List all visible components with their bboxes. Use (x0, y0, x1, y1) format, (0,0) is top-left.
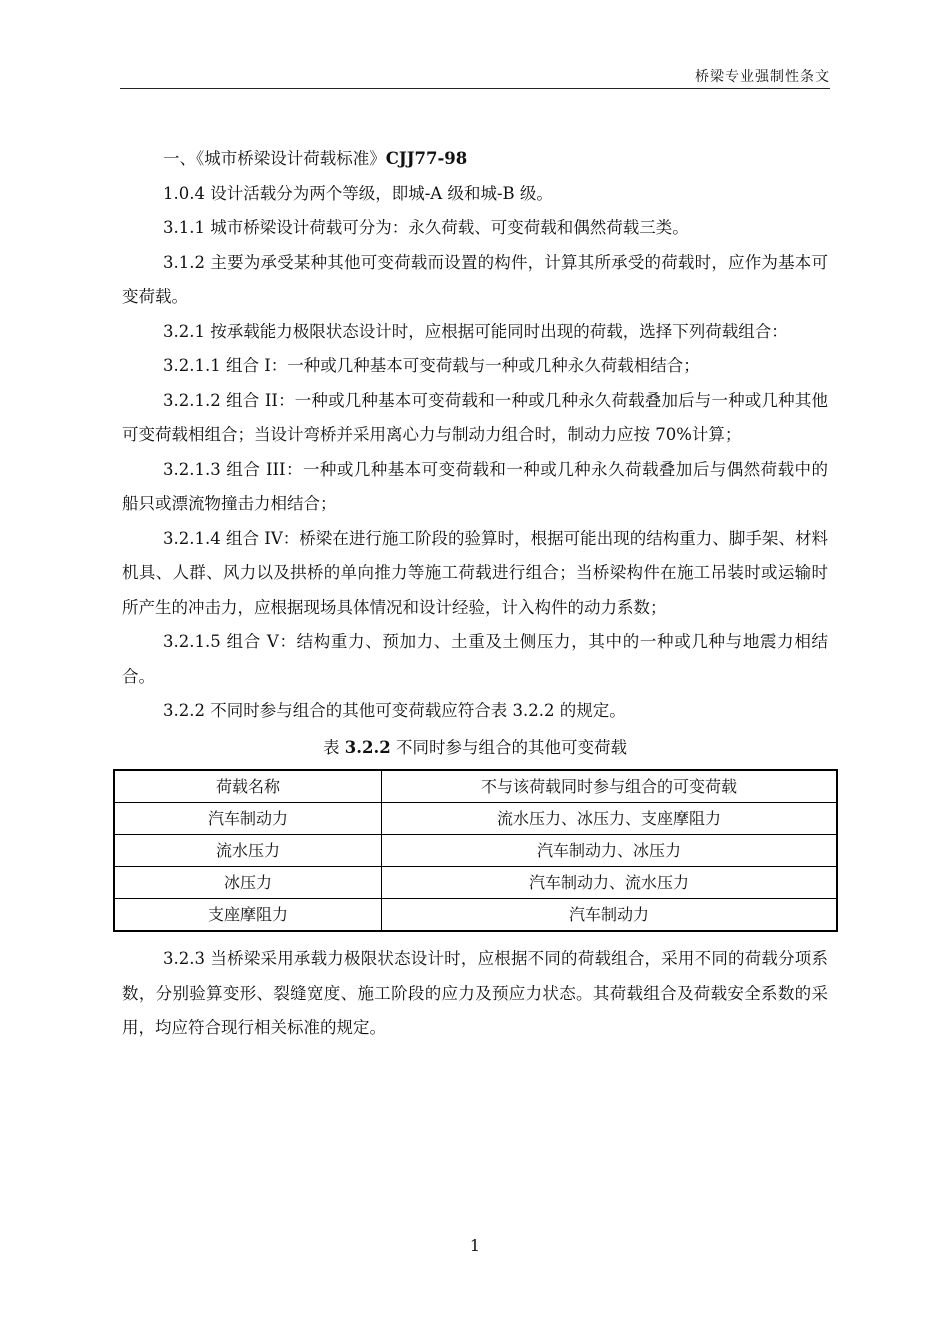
page-header (120, 60, 830, 89)
clause-3-2-1-4: 3.2.1.4 组合 IV：桥梁在进行施工阶段的验算时，根据可能出现的结构重力、脚手架、材料机具、人群、风力以及拱桥的单向推力等施工荷载进行组合；当桥梁构件在施工吊装时或运输时所产生的冲击力，应根据现场具体情况和设计经验，计入构件的动力系数； (122, 528, 828, 617)
table-caption-text: 不同时参与组合的其他可变荷载 (390, 737, 627, 757)
clause-3-2-1-2: 3.2.1.2 组合 II：一种或几种基本可变荷载和一种或几种永久荷载叠加后与一种或几种其他可变荷载相组合；当设计弯桥并采用离心力与制动力组合时，制动力应按 70%计算； (122, 390, 828, 444)
clause-3-2-3: 3.2.3 当桥梁采用承载力极限状态设计时，应根据不同的荷载组合，采用不同的荷载分项系数，分别验算变形、裂缝宽度、施工阶段的应力及预应力状态。其荷载组合及荷载安全系数的采用，均应符合现行相关标准的规定。 (122, 949, 828, 1037)
clause-3-2-1-5: 3.2.1.5 组合 V：结构重力、预加力、土重及土侧压力，其中的一种或几种与地震力相结合。 (122, 632, 828, 686)
table-caption (122, 731, 828, 766)
table-caption-number: 3.2.2 (344, 737, 391, 757)
clause-3-2-1: 3.2.1 按承载能力极限状态设计时，应根据可能同时出现的荷载，选择下列荷载组合： (163, 321, 788, 341)
table-cell: 支座摩阻力 (114, 899, 382, 932)
table-cell: 流水压力、冰压力、支座摩阻力 (382, 803, 838, 835)
table-row (114, 899, 837, 932)
table-row (114, 803, 837, 835)
table-cell: 流水压力 (114, 835, 382, 867)
section-heading-prefix: 一、《城市桥梁设计荷载标准》 (163, 149, 386, 168)
clause-3-2-2: 3.2.2 不同时参与组合的其他可变荷载应符合表 3.2.2 的规定。 (163, 701, 626, 720)
clause-3-2-1-1: 3.2.1.1 组合 I：一种或几种基本可变荷载与一种或几种永久荷载相结合； (163, 356, 700, 375)
clause-3-2-1-3: 3.2.1.3 组合 III：一种或几种基本可变荷载和一种或几种永久荷载叠加后与偶然荷载中的船只或漂流物撞击力相结合； (122, 459, 828, 513)
section-heading (122, 142, 828, 177)
header-title: 桥梁专业强制性条文 (695, 69, 830, 85)
table-header-row (114, 770, 837, 803)
table-cell: 冰压力 (114, 867, 382, 899)
table-row (114, 867, 837, 899)
section-heading-code: CJJ77-98 (385, 149, 468, 168)
table-header-cell: 荷载名称 (114, 770, 382, 803)
table-caption-prefix: 表 (323, 737, 345, 757)
table-header-cell: 不与该荷载同时参与组合的可变荷载 (382, 770, 838, 803)
clause-1-0-4: 1.0.4 设计活载分为两个等级，即城-A 级和城-B 级。 (163, 183, 553, 203)
table-row (114, 835, 837, 867)
table-cell: 汽车制动力 (114, 803, 382, 835)
document-body (122, 142, 828, 1046)
page-number: 1 (469, 1236, 481, 1255)
clause-3-1-2: 3.1.2 主要为承受某种其他可变荷载而设置的构件，计算其所承受的荷载时，应作为基本可变荷载。 (122, 252, 828, 306)
table-cell: 汽车制动力 (382, 899, 838, 932)
table-cell: 汽车制动力、冰压力 (382, 835, 838, 867)
load-combination-table (113, 769, 838, 932)
clause-3-1-1: 3.1.1 城市桥梁设计荷载可分为：永久荷载、可变荷载和偶然荷载三类。 (163, 218, 689, 237)
table-cell: 汽车制动力、流水压力 (382, 867, 838, 899)
